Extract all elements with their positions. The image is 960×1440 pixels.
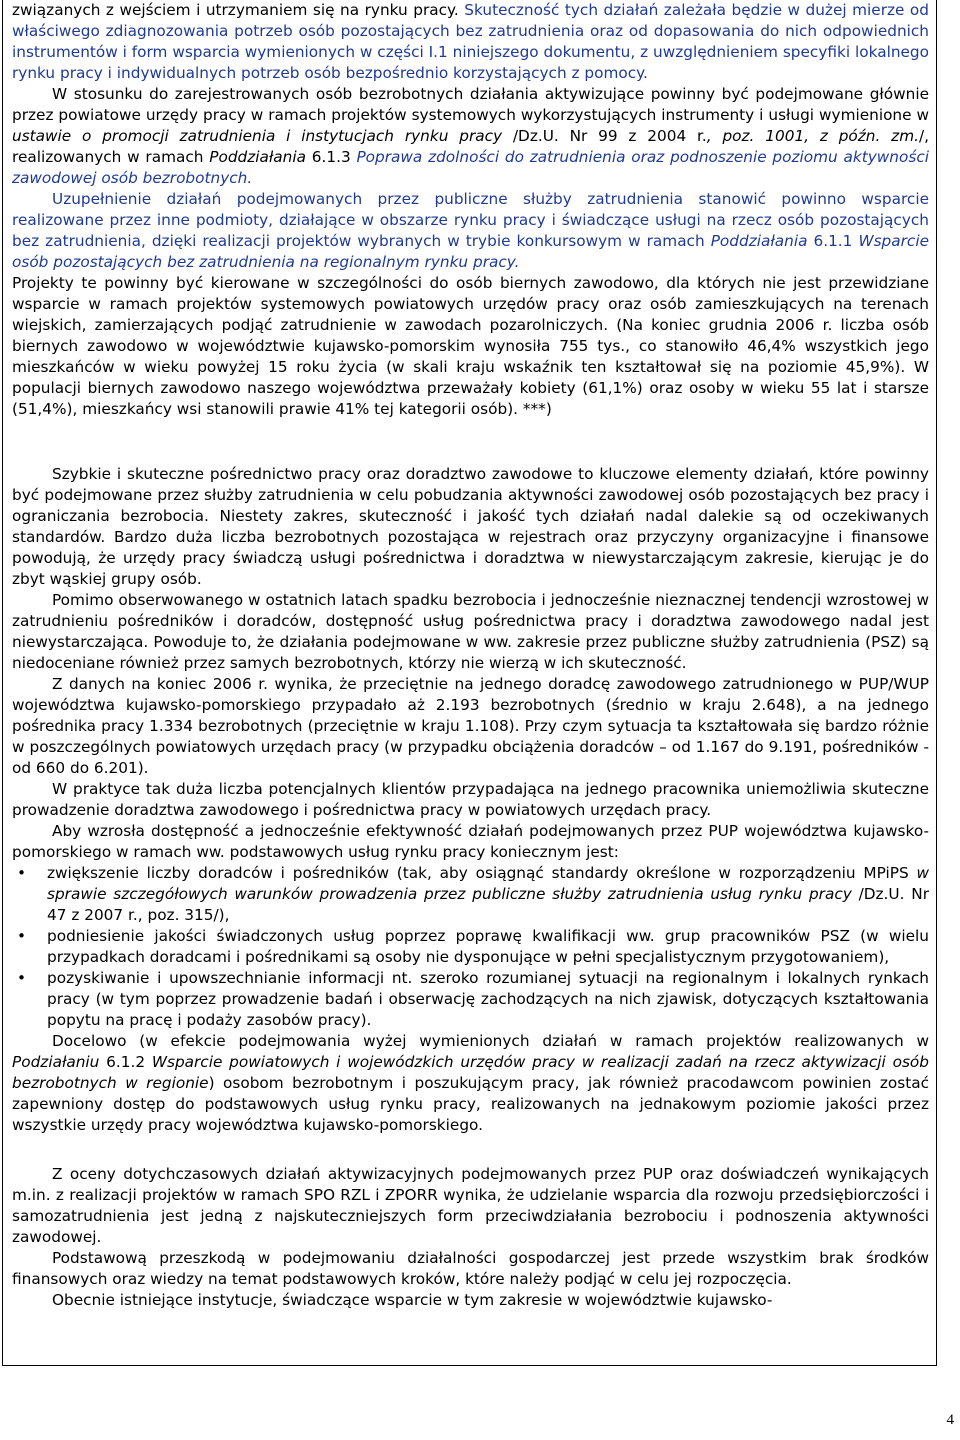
paragraph: związanych z wejściem i utrzymaniem się na rynku pracy. Skuteczność tych działań zależała będzie w dużej mierze od właściwego zdiagnozowania potrzeb osób pozostających bez zatrudnienia oraz od dopasowania do nich odpowiednich instrumentów i form wsparcia wymienionych w części I.1 niniejszego dokumentu, z uwzględnieniem specyfiki lokalnego rynku pracy i indywidualnych potrzeb osób bezpośrednio korzystających z pomocy.	[12, 1, 929, 82]
paragraph: Pomimo obserwowanego w ostatnich latach spadku bezrobocia i jednocześnie nieznacznej tendencji wzrostowej w zatrudnieniu pośredników i doradców, dostępność usług pośrednictwa pracy i doradztwa zawodowego nadal jest niewystarczająca. Powoduje to, że działania podejmowane w ww. zakresie przez publiczne służby zatrudnienia (PSZ) są niedoceniane również przez samych bezrobotnych, którzy nie wierzą w ich skuteczność.	[12, 591, 929, 672]
paragraph: W stosunku do zarejestrowanych osób bezrobotnych działania aktywizujące powinny być podejmowane głównie przez powiatowe urzędy pracy w ramach projektów systemowych wykorzystujących instrumenty i usługi wymienione w ustawie o promocji zatrudnienia i instytucjach rynku pracy /Dz.U. Nr 99 z 2004 r., poz. 1001, z późn. zm./, realizowanych w ramach Poddziałania 6.1.3 Poprawa zdolności do zatrudnienia oraz podnoszenie poziomu aktywności zawodowej osób bezrobotnych.	[12, 85, 930, 187]
list-item: • podniesienie jakości świadczonych usług poprzez poprawę kwalifikacji ww. grup pracowników PSZ (w wielu przypadkach doradcami i pośrednikami są osoby nie dysponujące w pełni specjalistycznym przygotowaniem),	[47, 926, 929, 968]
paragraph: Aby wzrosła dostępność a jednocześnie efektywność działań podejmowanych przez PUP województwa kujawsko-pomorskiego w ramach ww. podstawowych usług rynku pracy koniecznym jest:	[12, 822, 929, 861]
paragraph: Docelowo (w efekcie podejmowania wyżej wymienionych działań w ramach projektów realizowanych w Podziałaniu 6.1.2 Wsparcie powiatowych i wojewódzkich urzędów pracy w realizacji zadań na rzecz aktywizacji osób bezrobotnych w regionie) osobom bezrobotnym i poszukującym pracy, jak również pracodawcom powinien zostać zapewniony dostęp do podstawowych usług rynku pracy, realizowanych na jednakowym poziomie jakości przez wszystkie urzędy pracy województwa kujawsko-pomorskiego.	[12, 1032, 929, 1134]
list-item: • pozyskiwanie i upowszechnianie informacji nt. szeroko rozumianej sytuacji na regionalnym i lokalnych rynkach pracy (w tym poprzez prowadzenie badań i obserwację zachodzących na nich zjawisk, dotyczących kształtowania popytu na pracę i podaży zasobów pracy).	[47, 968, 929, 1031]
bullet-list	[12, 863, 929, 1031]
page-number: 4	[946, 1412, 954, 1428]
paragraph: Z oceny dotychczasowych działań aktywizacyjnych podejmowanych przez PUP oraz doświadczeń wynikających m.in. z realizacji projektów w ramach SPO RZL i ZPORR wynika, że udzielanie wsparcia dla rozwoju przedsiębiorczości i samozatrudnienia jest jedną z najskuteczniejszych form przeciwdziałania bezrobociu i podnoszenia aktywności zawodowej.	[12, 1165, 929, 1246]
paragraph: Projekty te powinny być kierowane w szczególności do osób biernych zawodowo, dla których nie jest przewidziane wsparcie w ramach projektów systemowych powiatowych urzędów pracy oraz osób zamieszkujących na terenach wiejskich, zamierzających podjąć zatrudnienie w zawodach pozarolniczych. (Na koniec grudnia 2006 r. liczba osób biernych zawodowo w województwie kujawsko-pomorskim wynosiła 755 tys., co stanowiło 46,4% wszystkich jego mieszkańców w wieku powyżej 15 roku życia (w skali kraju wskaźnik ten kształtował się na poziomie 45,9%). W populacji biernych zawodowo naszego województwa przeważały kobiety (61,1%) oraz osoby w wieku 55 lat i starsze (51,4%), mieszkańcy wsi stanowili prawie 41% tej kategorii osób). ***)	[12, 274, 929, 418]
spacer	[12, 420, 929, 464]
paragraph: Szybkie i skuteczne pośrednictwo pracy oraz doradztwo zawodowe to kluczowe elementy działań, które powinny być podejmowane przez służby zatrudnienia w celu pobudzania aktywności zawodowej osób pozostających bez pracy i ograniczania bezrobocia. Niestety zakres, skuteczność i jakość tych działań nadal dalekie są od oczekiwanych standardów. Bardzo duża liczba bezrobotnych pozostająca w rejestrach oraz przyczyny organizacyjne i finansowe powodują, że urzędy pracy świadczą usługi pośrednictwa i doradztwa w niewystarczającym zakresie, kierując je do zbyt wąskiej grupy osób.	[12, 465, 929, 588]
paragraph: Obecnie istniejące instytucje, świadczące wsparcie w tym zakresie w województwie kujawsko-	[52, 1291, 773, 1309]
list-item: • zwiększenie liczby doradców i pośredników (tak, aby osiągnąć standardy określone w rozporządzeniu MPiPS w sprawie szczegółowych warunków prowadzenia przez publiczne służby zatrudnienia usług rynku pracy /Dz.U. Nr 47 z 2007 r., poz. 315/),	[47, 863, 929, 926]
paragraph: W praktyce tak duża liczba potencjalnych klientów przypadająca na jednego pracownika uniemożliwia skuteczne prowadzenie doradztwa zawodowego i pośrednictwa pracy w powiatowych urzędach pracy.	[12, 780, 929, 819]
spacer	[12, 1136, 929, 1164]
paragraph: Uzupełnienie działań podejmowanych przez publiczne służby zatrudnienia stanowić powinno wsparcie realizowane przez inne podmioty, działające w obszarze rynku pracy i świadczące usługi na rzecz osób pozostających bez zatrudnienia, dzięki realizacji projektów wybranych w trybie konkursowym w ramach Poddziałania 6.1.1 Wsparcie osób pozostających bez zatrudnienia na regionalnym rynku pracy.	[12, 190, 929, 271]
paragraph: Z danych na koniec 2006 r. wynika, że przeciętnie na jednego doradcę zawodowego zatrudnionego w PUP/WUP województwa kujawsko-pomorskiego przypadało aż 2.193 bezrobotnych (średnio w kraju 2.648), a na jednego pośrednika pracy 1.334 bezrobotnych (przeciętnie w kraju 1.108). Przy czym sytuacja ta kształtowała się bardzo różnie w poszczególnych powiatowych urzędach pracy (w przypadku obciążenia doradców – od 1.167 do 9.191, pośredników - od 660 do 6.201).	[12, 675, 929, 777]
paragraph: Podstawową przeszkodą w podejmowaniu działalności gospodarczej jest przede wszystkim brak środków finansowych oraz wiedzy na temat podstawowych kroków, które należy podjąć w celu jej rozpoczęcia.	[12, 1249, 929, 1288]
document-body	[12, 0, 929, 1311]
